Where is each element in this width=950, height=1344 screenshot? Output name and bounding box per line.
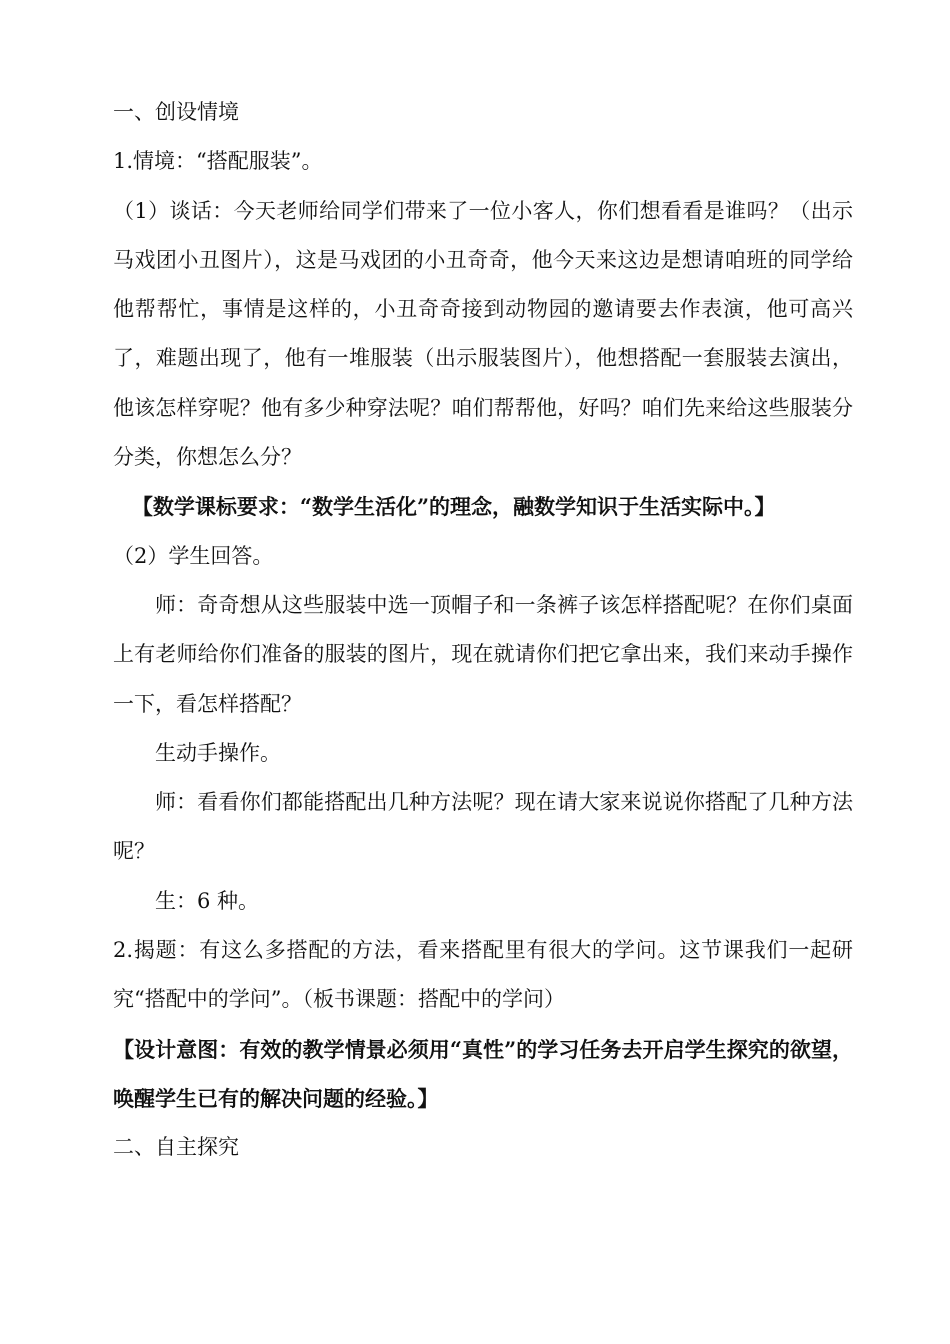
note-design-intent: 【设计意图：有效的教学情景必须用“真性”的学习任务去开启学生探究的欲望，唤醒学生已有的解决问题的经验。】 [113, 1036, 853, 1111]
document-body [113, 88, 853, 1173]
item-1-title: 1.情境：“搭配服装”。 [113, 149, 323, 174]
paragraph-teacher-question-1: 师：奇奇想从这些服装中选一顶帽子和一条裤子该怎样搭配呢？在你们桌面上有老师给你们准备的服装的图片，现在就请你们把它拿出来，我们来动手操作一下，看怎样搭配？ [113, 592, 853, 716]
item-2-reveal-topic: 2.揭题：有这么多搭配的方法，看来搭配里有很大的学问。这节课我们一起研究“搭配中的学问”。（板书课题：搭配中的学问） [113, 938, 853, 1012]
paragraph-student-answer: 生：6 种。 [155, 888, 260, 913]
note-curriculum-standard: 【数学课标要求：“数学生活化”的理念，融数学知识于生活实际中。】 [131, 494, 776, 520]
paragraph-student-reply: （2）学生回答。 [113, 543, 274, 568]
paragraph-student-action: 生动手操作。 [155, 740, 281, 765]
paragraph-talk: （1）谈话：今天老师给同学们带来了一位小客人，你们想看看是谁吗？（出示马戏团小丑图片），这是马戏团的小丑奇奇，他今天来这边是想请咱班的同学给他帮帮忙，事情是这样的，小丑奇奇接到动物园的邀请要去作表演，他可高兴了，难题出现了，他有一堆服装（出示服装图片），他想搭配一套服装去演出，他该怎样穿呢？他有多少种穿法呢？咱们帮帮他，好吗？咱们先来给这些服装分分类，你想怎么分？ [113, 198, 853, 470]
paragraph-teacher-question-2: 师：看看你们都能搭配出几种方法呢？现在请大家来说说你搭配了几种方法呢？ [113, 790, 853, 864]
section-heading-1: 一、创设情境 [113, 100, 239, 124]
section-heading-2: 二、自主探究 [113, 1135, 239, 1160]
